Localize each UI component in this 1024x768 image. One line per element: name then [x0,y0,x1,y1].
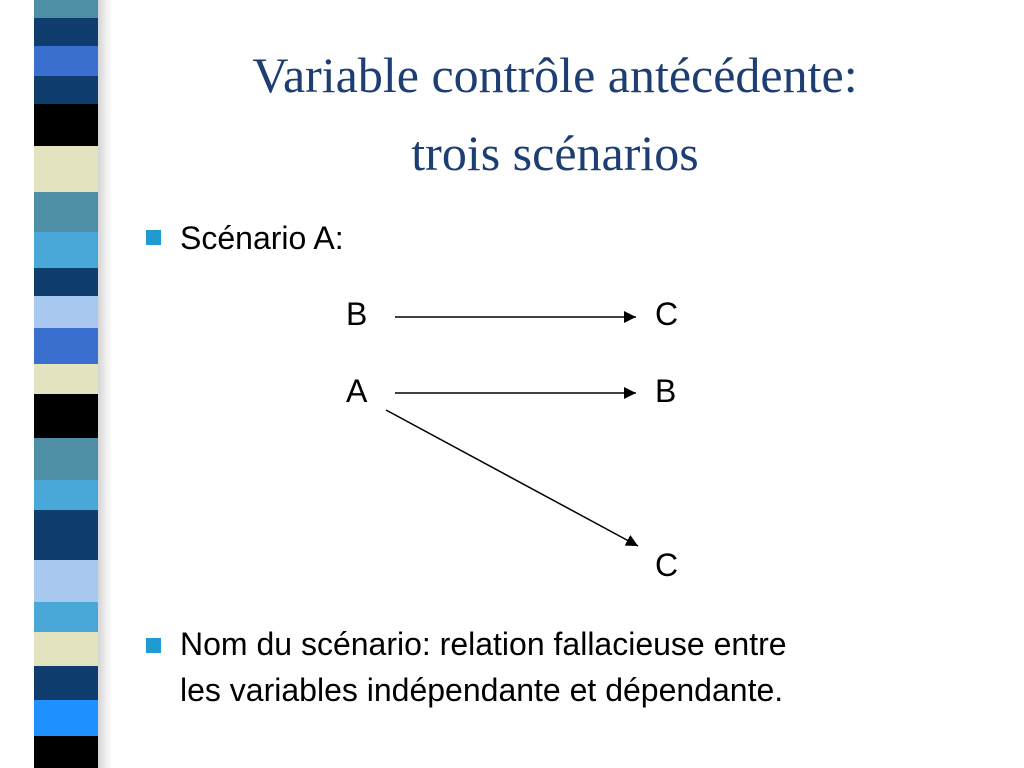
bullet-square-icon [146,638,161,653]
diagram-node-row1-to: C [655,296,679,332]
scenario-label: Scénario A: [180,220,344,256]
diagram-node-row2-to: B [655,373,677,409]
diagram-node-row3-to: C [655,547,679,583]
diagram-node-row2-from: A [346,373,368,409]
arrow-a-to-c [386,410,638,546]
scenario-name-line1: Nom du scénario: relation fallacieuse entre [180,626,787,662]
slide-title-line1: Variable contrôle antécédente: [252,47,858,103]
slide-title-line2: trois scénarios [411,125,699,181]
scenario-name-line2: les variables indépendante et dépendante. [180,672,784,708]
diagram-node-row1-from: B [346,296,368,332]
